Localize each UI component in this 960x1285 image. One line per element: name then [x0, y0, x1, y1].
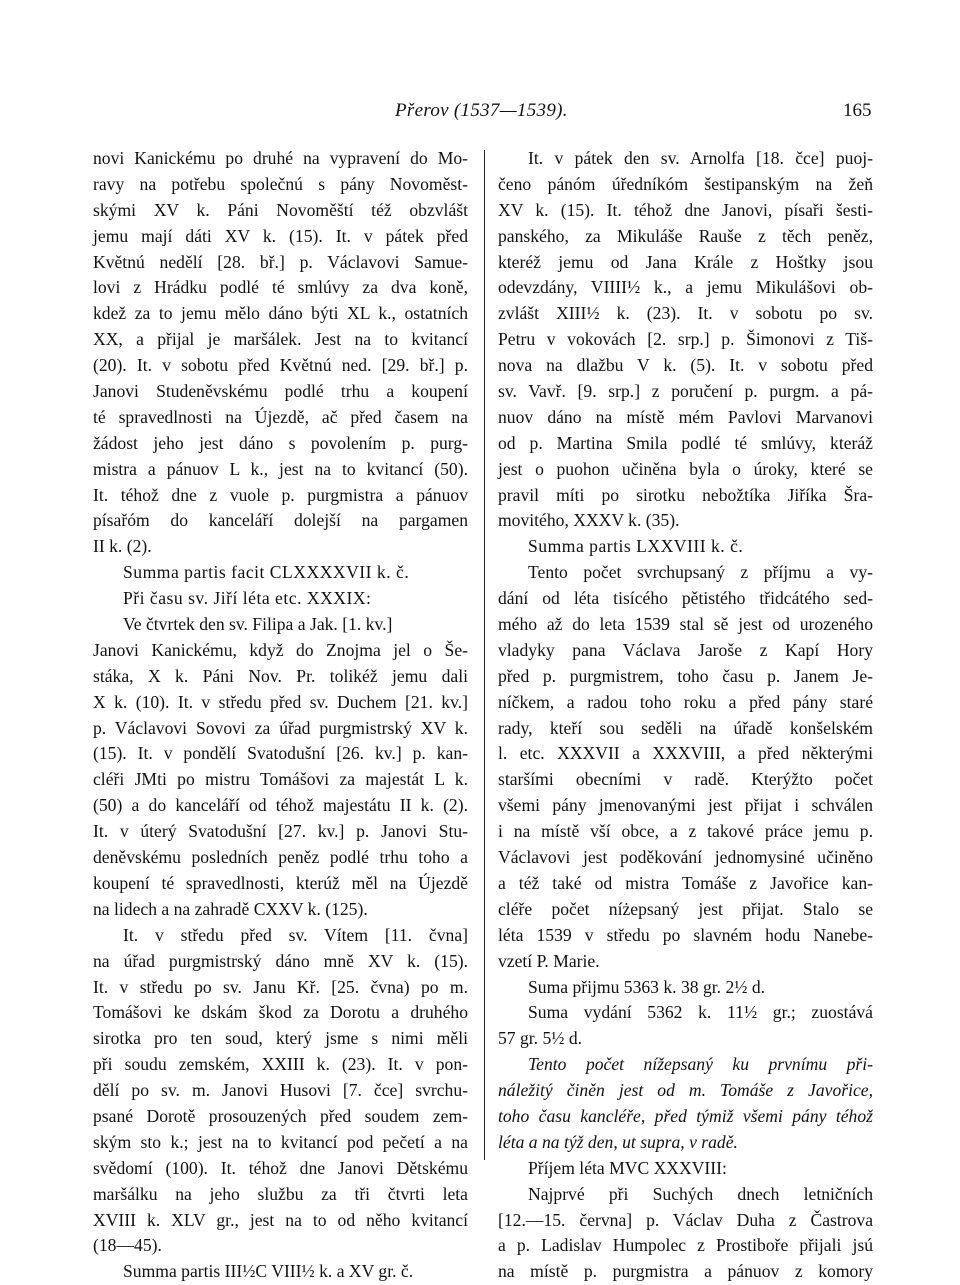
text-line: mého až do leta 1539 stal sě jest od urozeného [498, 614, 873, 635]
text-line: (50) a do kanceláří od téhož majestátu II k. (2). [93, 795, 468, 816]
text-line: jemu mají dáti XV k. (15). It. v pátek před [93, 225, 468, 246]
text-line: Janovi Studeněvskému podlé trhu a koupení [93, 381, 468, 402]
text-line: koupení té spravedlnosti, kterúž měl na Újezdě [93, 872, 468, 893]
running-header-title: Přerov (1537—1539). [395, 100, 568, 121]
text-line: pravil míti po sirotku nebožtíka Jiříka Šra- [498, 484, 873, 505]
text-line: Summa partis facit CLXXXXVII k. č. [123, 562, 410, 583]
text-line: (15). It. v pondělí Svatodušní [26. kv.] p. kan- [93, 743, 468, 764]
text-line: té spravedlnosti na Újezdě, ač před časem na [93, 406, 468, 427]
text-line: (18—45). [93, 1235, 162, 1256]
text-line: Při času sv. Jiří léta etc. XXXIX: [123, 588, 372, 609]
text-line: Petru v vokovách [2. srp.] p. Šimonovi z Tiš- [498, 329, 873, 350]
text-line: sirotka pro ten soud, který jsme s nimi měli [93, 1028, 468, 1049]
text-line: od p. Martina Smila podlé té smlúvy, kteráž [498, 432, 873, 453]
text-line: II k. (2). [93, 536, 152, 557]
text-line: skými XV k. Páni Novoměští též obzvlášt [93, 199, 468, 220]
text-line: It. téhož dne z vuole p. purgmistra a pánuov [93, 484, 468, 505]
text-line: staršími obecními v radě. Kterýžto počet [498, 769, 873, 790]
text-line: před p. purgmistrem, toho času p. Janem Je- [498, 665, 873, 686]
text-line: psané Dorotě prosouzených před soudem zem- [93, 1105, 468, 1126]
text-line: X k. (10). It. v středu před sv. Duchem [21. kv.] [93, 691, 468, 712]
text-line: i na místě vší obce, a z takové práce jemu p. [498, 821, 873, 842]
text-line: (20). It. v sobotu před Květnú ned. [29. bř.] p. [93, 355, 468, 376]
text-line: toho času kancléře, před týmiž všemi pány téhož [498, 1105, 873, 1126]
left-text-column [93, 146, 468, 1285]
text-line: Summa partis LXXVIII k. č. [528, 536, 744, 557]
text-line: movitého, XXXV k. (35). [498, 510, 680, 531]
text-line: novi Kanickému po druhé na vypravení do Mo- [93, 148, 468, 168]
text-line: Tento počet nížepsaný ku prvnímu při- [528, 1054, 873, 1075]
text-line: It. v pátek den sv. Arnolfa [18. čce] puoj- [528, 148, 873, 168]
text-line: dání od léta tisícého pětistého třidcátého sed- [498, 588, 873, 609]
text-line: kdež za to jemu mělo dáno býti XL k., ostatních [93, 303, 468, 324]
text-line: dělí po sv. m. Janovi Husovi [7. čce] svrchu- [93, 1080, 468, 1101]
text-line: léta 1539 v středu po slavném hodu Nanebe- [498, 924, 873, 945]
text-line: Tomášovi ke dskám škod za Dorotu a druhého [93, 1002, 468, 1023]
text-line: na místě p. purgmistra a pánuov z komory [498, 1261, 873, 1282]
text-line: svědomí (100). It. téhož dne Janovi Dětskému [93, 1157, 468, 1178]
text-line: Ve čtvrtek den sv. Filipa a Jak. [1. kv.] [123, 614, 393, 635]
text-line: kteréž jemu od Jana Krále z Hoštky jsou [498, 251, 873, 272]
text-line: Suma vydání 5362 k. 11½ gr.; zuostává [528, 1002, 873, 1023]
text-line: Suma přijmu 5363 k. 38 gr. 2½ d. [528, 976, 766, 997]
text-line: deněvskému posledních peněz podlé trhu toho a [93, 847, 468, 868]
column-divider [484, 150, 485, 1160]
text-line: zvlášt XIII½ k. (23). It. v sobotu po sv. [498, 303, 873, 324]
text-line: XV k. (15). It. téhož dne Janovi, písaři šesti- [498, 199, 873, 220]
text-line: Květnú nedělí [28. bř.] p. Václavovi Samue- [93, 251, 468, 272]
text-line: všemi pány jmenovanými jest přijat i schválen [498, 795, 873, 816]
text-line: čeno pánóm úředníkóm šestipanským na žeň [498, 173, 873, 194]
text-line: při soudu zemském, XXIII k. (23). It. v pon- [93, 1054, 468, 1075]
text-line: p. Václavovi Sovovi za úřad purgmistrský XV k. [93, 717, 468, 738]
text-line: rady, kteří sou seděli na úřadě konšelském [498, 717, 873, 738]
text-line: žádost jeho jest dáno s povolením p. purg- [93, 432, 468, 453]
page-number: 165 [843, 100, 872, 121]
text-line: [12.—15. června] p. Václav Duha z Častrova [498, 1209, 873, 1230]
text-line: odevzdány, VIIII½ k., a jemu Mikulášovi ob- [498, 277, 873, 298]
text-line: cléře počet níżepsaný jest přijat. Stalo se [498, 898, 873, 919]
text-line: vladyky pana Václava Jaroše z Kapí Hory [498, 639, 873, 660]
text-line: níčkem, a radou toho roku a před pány staré [498, 691, 873, 712]
text-line: mistra a pánuov L k., jest na to kvitancí (50). [93, 458, 468, 479]
text-line: XVIII k. XLV gr., jest na to od něho kvitancí [93, 1209, 468, 1230]
text-line: náležitý činěn jest od m. Tomáše z Javořice, [498, 1080, 873, 1101]
text-line: a p. Ladislav Humpolec z Prostiboře přijali jsú [498, 1235, 873, 1256]
text-line: maršálku na jeho službu za tři čtvrti leta [93, 1183, 468, 1204]
text-line: It. v úterý Svatodušní [27. kv.] p. Janovi Stu- [93, 821, 468, 842]
text-line: 57 gr. 5½ d. [498, 1028, 583, 1049]
text-line: cléři JMti po mistru Tomášovi za majestát L k. [93, 769, 468, 790]
text-line: lovi z Hrádku podlé té smlúvy za dva koně, [93, 277, 468, 298]
text-line: Václavovi jest poděkování jednomysiné učiněno [498, 847, 873, 868]
text-line: Najprvé při Suchých dnech letničních [528, 1183, 873, 1204]
text-line: Janovi Kanickému, když do Znojma jel o Še- [93, 639, 468, 660]
text-line: It. v středu po sv. Janu Kř. [25. čvna) po m. [93, 976, 468, 997]
text-line: léta a na týž den, ut supra, v radě. [498, 1131, 738, 1152]
right-text-column [498, 146, 873, 1285]
text-line: sv. Vavř. [9. srp.] z poručení p. purgm. a pá- [498, 381, 873, 402]
text-line: Tento počet svrchupsaný z příjmu a vy- [528, 562, 873, 583]
text-line: l. etc. XXXVII a XXXVIII, a před některými [498, 743, 873, 764]
text-line: nova na dlažbu V k. (5). It. v sobotu před [498, 355, 873, 376]
text-line: na úřad purgmistrský dáno mně XV k. (15). [93, 950, 468, 971]
text-line: ravy na potřebu společnú s pány Novoměst- [93, 173, 468, 194]
text-line: vzetí P. Marie. [498, 950, 600, 971]
text-line: panského, za Mikuláše Rauše z těch peněz, [498, 225, 873, 246]
text-line: písařóm do kanceláří dolejší na pargamen [93, 510, 468, 531]
text-line: a též také od mistra Tomáše z Javořice kan- [498, 872, 873, 893]
text-line: It. v středu před sv. Vítem [11. čvna] [123, 924, 468, 945]
text-line: stáka, X k. Páni Nov. Pr. tolikéž jemu dali [93, 665, 468, 686]
text-line: ským sto k.; jest na to kvitancí pod pečetí a na [93, 1131, 468, 1152]
text-line: jest o puohon učiněna byla o úroky, které se [498, 458, 873, 479]
text-line: nuov dáno na místě mém Pavlovi Marvanovi [498, 406, 873, 427]
text-line: Příjem léta MVC XXXVIII: [528, 1157, 727, 1178]
text-line: Summa partis III½C VIII½ k. a XV gr. č. [123, 1261, 414, 1282]
text-line: XX, a přijal je maršálek. Jest na to kvitancí [93, 329, 468, 350]
text-line: na lidech a na zahradě CXXV k. (125). [93, 898, 368, 919]
